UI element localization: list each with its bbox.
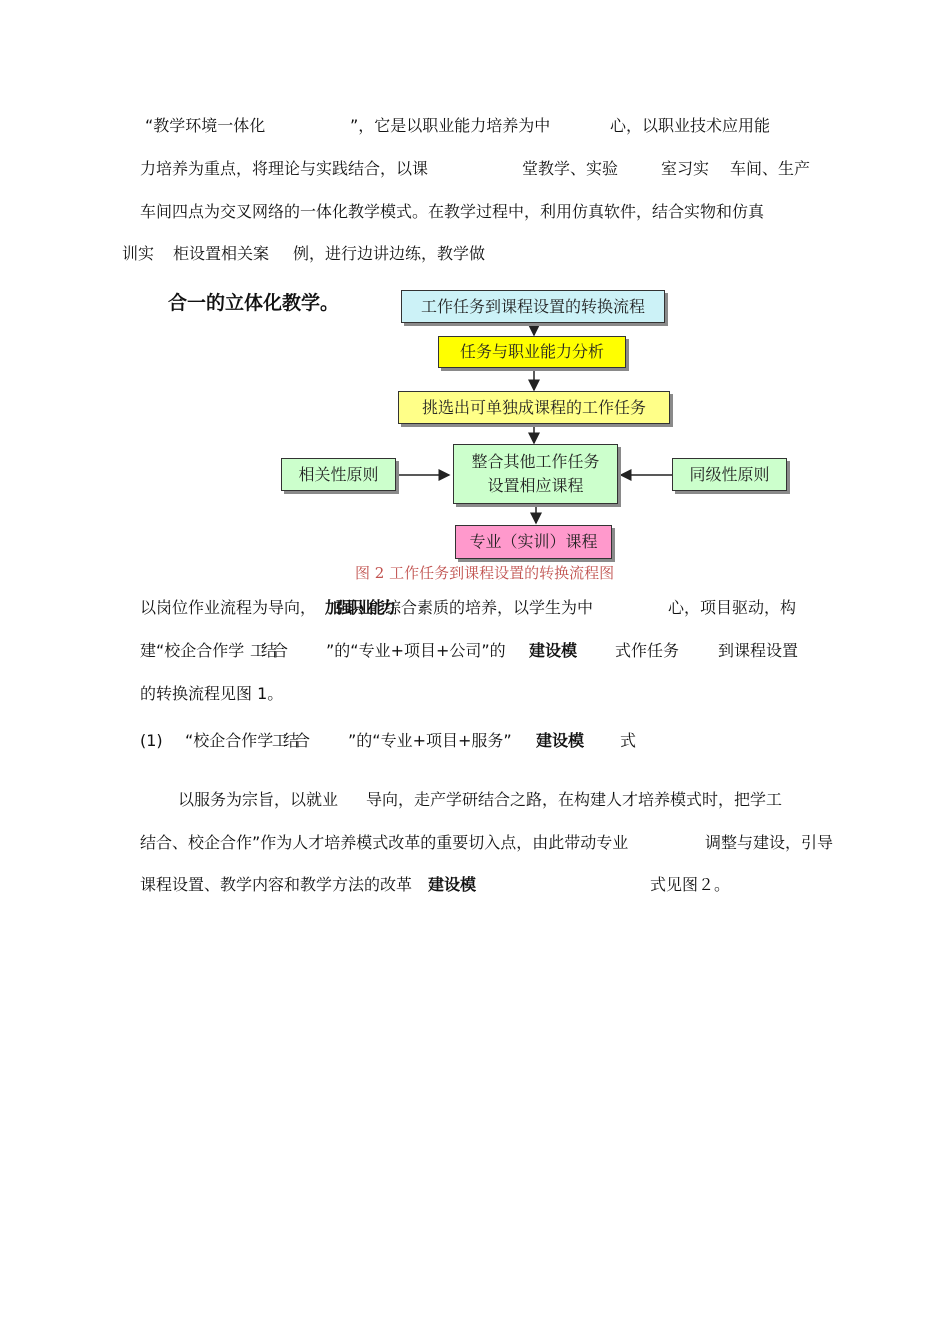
text-segment: 室习实 bbox=[661, 159, 710, 178]
text-segment: 建设模 bbox=[428, 875, 477, 894]
text-segment: 例，进行边讲边练，教学做 bbox=[293, 244, 486, 263]
text-segment: 课程设置、教学内容和教学方法的改革 bbox=[140, 875, 413, 894]
text-segment: ”，它是以职业能力培养为中 bbox=[350, 116, 551, 135]
text-segment: 结合、校企合作”作为人才培养模式改革的重要切入点，由此带动专业 bbox=[140, 833, 629, 852]
text-segment: 综合素质的培养，以学生为中 bbox=[385, 598, 594, 617]
text-segment: 式作任务 bbox=[615, 641, 680, 660]
text-segment: 训实 bbox=[122, 244, 155, 263]
text-segment: ”的“专业+项目+服务” bbox=[348, 731, 512, 750]
flow-step3-line1: 整合其他工作任务 bbox=[471, 452, 600, 471]
flow-step3-line2: 设置相应课程 bbox=[487, 476, 584, 495]
text-segment: 柜设置相关案 bbox=[173, 244, 270, 263]
text-segment: 以服务为宗旨，以就业 bbox=[178, 790, 339, 809]
figure-caption: 图 2 工作任务到课程设置的转换流程图 bbox=[355, 564, 615, 582]
text-segment: 工结合 bbox=[250, 641, 284, 660]
text-segment: 调整与建设，引导 bbox=[705, 833, 834, 852]
text-segment: 建设模 bbox=[536, 731, 585, 750]
paragraph1-line5: 合一的立体化教学。 bbox=[168, 292, 340, 314]
text-segment: 心，项目驱动，构 bbox=[668, 598, 797, 617]
text-segment: 车间四点为交叉网络的一体化教学模式。在教学过程中，利用仿真软件，结合实物和仿真 bbox=[140, 202, 765, 221]
text-segment: 的转换流程见图 1。 bbox=[140, 684, 284, 703]
flow-step3-box bbox=[453, 444, 618, 504]
flow-result-box: 专业（实训）课程 bbox=[455, 525, 612, 559]
flow-right-principle-box: 同级性原则 bbox=[672, 458, 787, 491]
text-segment: 建设模 bbox=[529, 641, 578, 660]
text-segment: 建“校企合作学 bbox=[140, 641, 245, 660]
text-segment: “教学环境一体化 bbox=[145, 116, 266, 135]
text-segment: 工结合 bbox=[272, 731, 306, 750]
flow-step1-box: 任务与职业能力分析 bbox=[438, 336, 626, 368]
text-segment: 力培养为重点，将理论与实践结合，以课 bbox=[140, 159, 429, 178]
text-segment: “校企合作学 bbox=[185, 731, 274, 750]
text-segment: 到课程设置 bbox=[718, 641, 799, 660]
flow-step2-box: 挑选出可单独成课程的工作任务 bbox=[398, 391, 670, 424]
section-number: (1) bbox=[140, 731, 163, 750]
text-segment: 式见图２。 bbox=[650, 875, 731, 894]
text-segment: 心，以职业技术应用能 bbox=[610, 116, 771, 135]
text-segment: 以岗位作业流程为导向， bbox=[140, 598, 317, 617]
flow-left-principle-box: 相关性原则 bbox=[281, 458, 396, 491]
text-segment: 加强职业能力 bbox=[325, 598, 392, 617]
text-segment: ”的“专业+项目+公司”的 bbox=[326, 641, 506, 660]
text-segment: 式 bbox=[620, 731, 637, 750]
text-segment: 导向，走产学研结合之路，在构建人才培养模式时，把学工 bbox=[366, 790, 783, 809]
text-segment: 车间、生产 bbox=[730, 159, 811, 178]
flow-title-box: 工作任务到课程设置的转换流程 bbox=[401, 290, 665, 323]
text-segment: 堂教学、实验 bbox=[522, 159, 619, 178]
